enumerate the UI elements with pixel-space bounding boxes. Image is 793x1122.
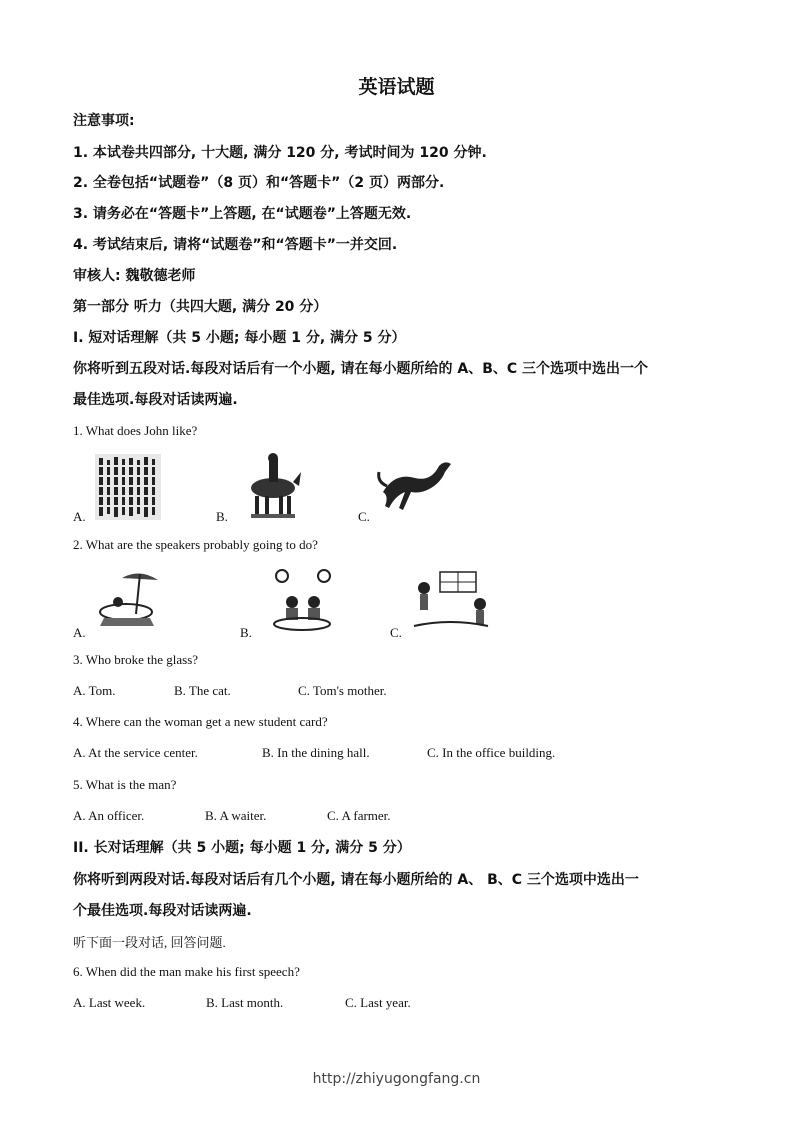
section2-sub: 听下面一段对话, 回答问题. (73, 935, 226, 950)
option-a: A. (73, 625, 86, 640)
question-4: 4. Where can the woman get a new student card? (73, 714, 328, 729)
option-b: B. The cat. (174, 683, 231, 698)
note-item: 4. 考试结束后, 请将“试题卷”和“答题卡”一并交回. (73, 237, 398, 253)
section2-instruction: 你将听到两段对话.每段对话后有几个小题, 请在每小题所给的 A、 B、C 三个选项中选出一 (73, 872, 639, 888)
note-item: 2. 全卷包括“试题卷”（8 页）和“答题卡”（2 页）两部分. (73, 175, 445, 191)
section1-instruction: 最佳选项.每段对话读两遍. (73, 392, 238, 408)
question-2: 2. What are the speakers probably going to do? (73, 537, 318, 552)
option-c: C. Tom's mother. (298, 683, 387, 698)
volleyball-net-image (410, 560, 490, 634)
option-a: A. At the service center. (73, 745, 198, 760)
notes-heading: 注意事项: (73, 113, 135, 129)
option-c: C. (358, 509, 370, 524)
reviewer: 审核人: 魏敬德老师 (73, 268, 196, 284)
section2-heading: II. 长对话理解（共 5 小题; 每小题 1 分, 满分 5 分） (73, 840, 411, 856)
option-c: C. A farmer. (327, 808, 391, 823)
part1-heading: 第一部分 听力（共四大题, 满分 20 分） (73, 299, 328, 315)
option-a: A. An officer. (73, 808, 145, 823)
horse-statue-image (243, 452, 303, 520)
horse-painting-image (375, 452, 455, 520)
option-c: C. (390, 625, 402, 640)
question-5: 5. What is the man? (73, 777, 177, 792)
option-b: B. (240, 625, 252, 640)
footer-url[interactable]: http://zhiyugongfang.cn (312, 1071, 481, 1087)
question-3: 3. Who broke the glass? (73, 652, 199, 667)
question-1: 1. What does John like? (73, 423, 198, 438)
page-title: 英语试题 (358, 76, 435, 98)
option-a: A. Tom. (73, 683, 116, 698)
option-b: B. A waiter. (205, 808, 267, 823)
picnic-image (262, 566, 342, 632)
note-item: 3. 请务必在“答题卡”上答题, 在“试题卷”上答题无效. (73, 206, 412, 222)
beach-umbrella-image (92, 566, 164, 632)
calligraphy-image (93, 452, 163, 522)
option-c: C. In the office building. (427, 745, 556, 760)
option-b: B. In the dining hall. (262, 745, 370, 760)
section2-instruction: 个最佳选项.每段对话读两遍. (73, 903, 252, 919)
option-b: B. Last month. (206, 995, 284, 1010)
option-a: A. (73, 509, 86, 524)
note-item: 1. 本试卷共四部分, 十大题, 满分 120 分, 考试时间为 120 分钟. (73, 145, 487, 161)
section1-heading: I. 短对话理解（共 5 小题; 每小题 1 分, 满分 5 分） (73, 330, 406, 346)
question-6: 6. When did the man make his first speech? (73, 964, 300, 979)
option-c: C. Last year. (345, 995, 411, 1010)
section1-instruction: 你将听到五段对话.每段对话后有一个小题, 请在每小题所给的 A、B、C 三个选项中选出一个 (73, 361, 649, 377)
option-b: B. (216, 509, 228, 524)
option-a: A. Last week. (73, 995, 146, 1010)
